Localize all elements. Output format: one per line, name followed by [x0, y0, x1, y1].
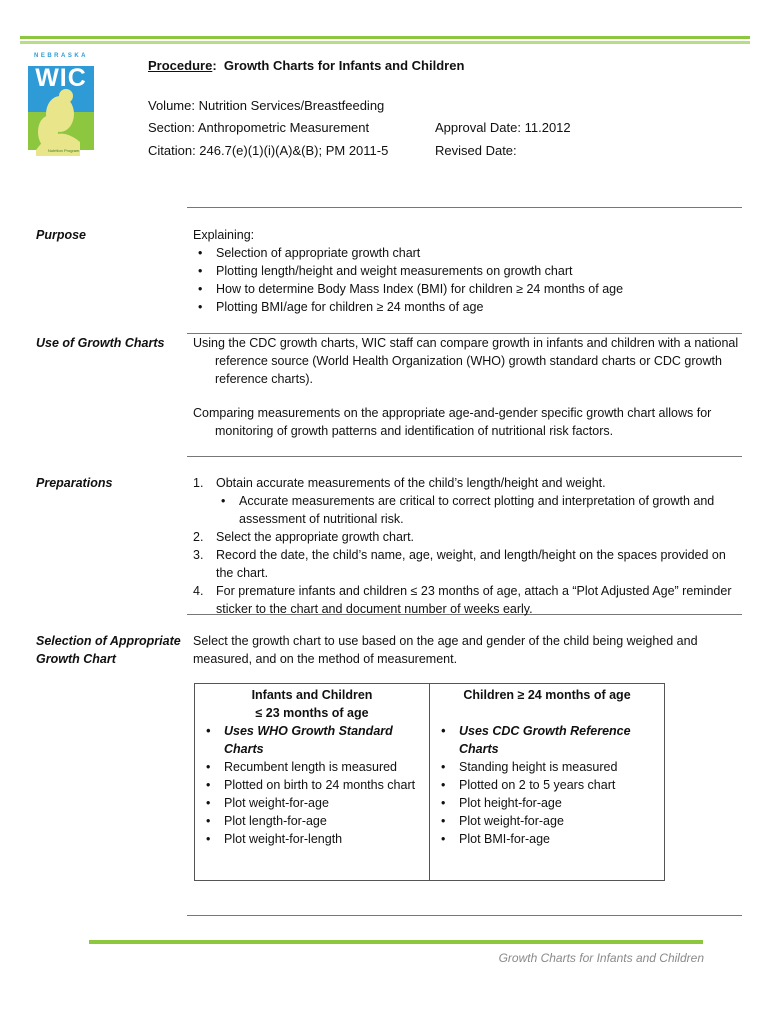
list-item: • Plotting BMI/age for children ≥ 24 months of age: [193, 298, 743, 316]
purpose-section: [193, 226, 743, 316]
purpose-label: Purpose: [36, 228, 87, 242]
list-item: • Standing height is measured: [436, 758, 658, 776]
preparations-section: [193, 474, 743, 618]
logo-top-text: NEBRASKA: [33, 53, 88, 59]
step-text: Obtain accurate measurements of the child’s length/height and weight.: [216, 476, 606, 490]
who-column-subheading: ≤ 23 months of age: [255, 706, 369, 720]
wic-logo: [26, 52, 96, 158]
list-item: • Accurate measurements are critical to correct plotting and interpretation of growth and assessment of nutritional risk.: [216, 492, 743, 528]
procedure-title: Procedure: Growth Charts for Infants and Children: [148, 58, 465, 73]
who-column-heading: Infants and Children: [251, 688, 373, 702]
use-paragraph-1: Using the CDC growth charts, WIC staff can compare growth in infants and children with a national reference source (World Health Organization (WHO) growth standard charts or CDC growth reference charts).: [193, 336, 739, 386]
list-item: • Plot weight-for-age: [436, 812, 658, 830]
step-text: Select the appropriate growth chart.: [216, 530, 415, 544]
cdc-column-heading: Children ≥ 24 months of age: [463, 688, 631, 702]
list-item: • How to determine Body Mass Index (BMI) for children ≥ 24 months of age: [193, 280, 743, 298]
logo-main-text: WIC: [35, 64, 87, 92]
selection-label: [36, 632, 181, 668]
preparation-steps: [193, 474, 743, 618]
step-item: [193, 528, 743, 546]
top-accent-bar: [20, 36, 750, 39]
divider: [187, 456, 742, 457]
selection-intro: Select the growth chart to use based on the age and gender of the child being weighed and measured, and on the method of measurement.: [193, 634, 698, 666]
use-paragraph-2: Comparing measurements on the appropriate age-and-gender specific growth chart allows for monitoring of growth patterns and identification of nutritional risk factors.: [193, 406, 712, 438]
top-accent-bar-light: [20, 41, 750, 44]
step-text: Record the date, the child’s name, age, weight, and length/height on the spaces provided on the chart.: [216, 548, 726, 580]
list-item: • Plot weight-for-length: [201, 830, 423, 848]
cdc-list: [436, 722, 658, 848]
section-line: Section: Anthropometric Measurement: [148, 120, 370, 135]
logo-sub-text: Nutrition Program: [48, 148, 80, 153]
step-item: [193, 546, 743, 582]
step-number: 3.: [193, 548, 204, 562]
list-item: • Uses CDC Growth Reference Charts: [436, 722, 658, 758]
list-item: • Plotted on 2 to 5 years chart: [436, 776, 658, 794]
purpose-list: [193, 244, 743, 316]
step-sub-list: [216, 492, 743, 528]
approval-date: Approval Date: 11.2012: [435, 120, 571, 135]
step-item: [193, 582, 743, 618]
procedure-label: Procedure: [148, 58, 213, 73]
list-item: • Uses WHO Growth Standard Charts: [201, 722, 423, 758]
divider: [187, 207, 742, 208]
volume-line: Volume: Nutrition Services/Breastfeeding: [148, 98, 385, 113]
step-item: [193, 474, 743, 528]
footer-title: Growth Charts for Infants and Children: [498, 951, 704, 965]
step-number: 4.: [193, 584, 204, 598]
selection-label-line: Selection of Appropriate: [36, 634, 181, 648]
list-item: • Plotted on birth to 24 months chart: [201, 776, 423, 794]
procedure-name: Growth Charts for Infants and Children: [223, 58, 465, 73]
step-number: 1.: [193, 476, 204, 490]
revised-date: Revised Date:: [435, 143, 517, 158]
cdc-column: [430, 684, 665, 881]
list-item: • Selection of appropriate growth chart: [193, 244, 743, 262]
citation-line: Citation: 246.7(e)(1)(i)(A)&(B); PM 2011-5: [148, 143, 389, 158]
step-number: 2.: [193, 530, 204, 544]
list-item: • Plotting length/height and weight measurements on growth chart: [193, 262, 743, 280]
list-item: • Plot weight-for-age: [201, 794, 423, 812]
who-column: [195, 684, 430, 881]
chart-selection-table: [194, 683, 665, 881]
use-label: Use of Growth Charts: [36, 336, 165, 350]
preparations-label: Preparations: [36, 476, 113, 490]
list-item: • Plot height-for-age: [436, 794, 658, 812]
list-item: • Plot BMI-for-age: [436, 830, 658, 848]
who-list: [201, 722, 423, 848]
list-item: • Recumbent length is measured: [201, 758, 423, 776]
list-item: • Plot length-for-age: [201, 812, 423, 830]
divider: [187, 915, 742, 916]
step-text: For premature infants and children ≤ 23 months of age, attach a “Plot Adjusted Age” reminder sticker to the chart and document number of weeks early.: [216, 584, 732, 616]
purpose-intro: Explaining:: [193, 228, 255, 242]
footer-accent-bar: [89, 940, 703, 944]
use-section: [193, 334, 743, 440]
selection-label-line: Growth Chart: [36, 652, 116, 666]
